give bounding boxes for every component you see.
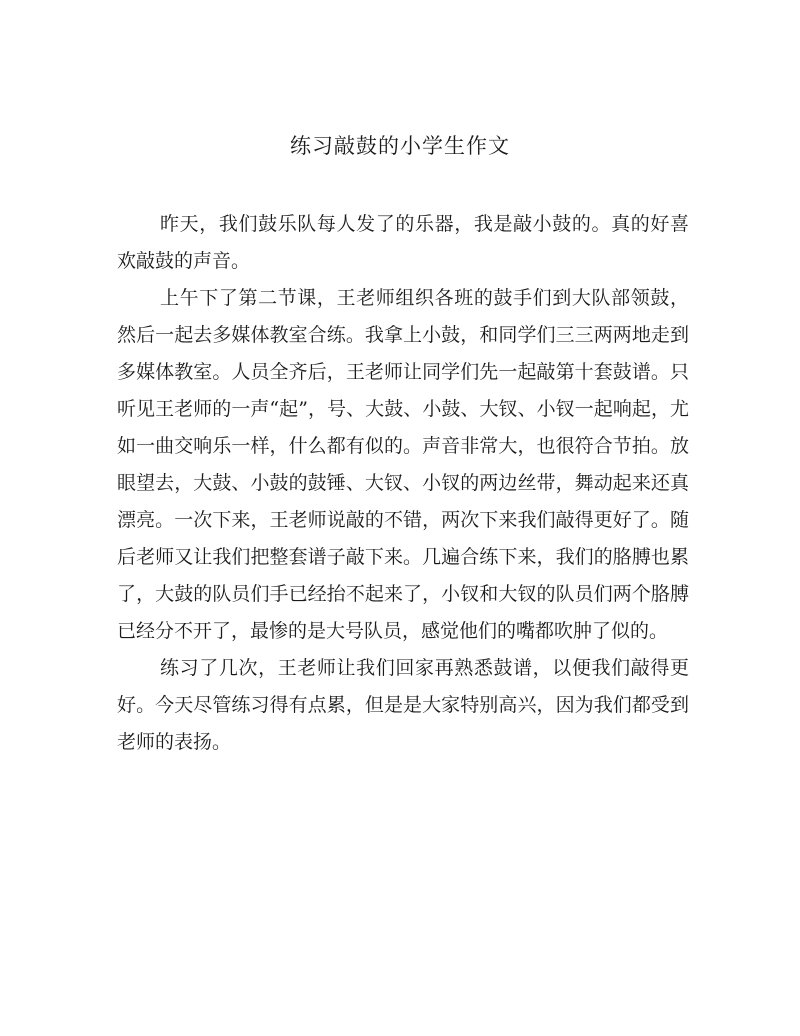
paragraph-1: 昨天，我们鼓乐队每人发了的乐器，我是敲小鼓的。真的好喜欢敲鼓的声音。 — [117, 213, 689, 272]
paragraph-2: 上午下了第二节课，王老师组织各班的鼓手们到大队部领鼓，然后一起去多媒体教室合练。我拿上小鼓，和同学们三三两两地走到多媒体教室。人员全齐后，王老师让同学们先一起敲第十套鼓谱。只听见王老师的一声“起”，号、大鼓、小鼓、大钗、小钗一起响起，尤如一曲交响乐一样，什么都有似的。声音非常大，也很符合节拍。放眼望去，大鼓、小鼓的鼓锤、大钗、小钗的两边丝带，舞动起来还真漂亮。一次下来，王老师说敲的不错，两次下来我们敲得更好了。随后老师又让我们把整套谱子敲下来。几遍合练下来，我们的胳膊也累了，大鼓的队员们手已经抬不起来了，小钗和大钗的队员们两个胳膊已经分不开了，最惨的是大号队员，感觉他们的嘴都吹肿了似的。 — [117, 287, 689, 642]
paragraph-3: 练习了几次，王老师让我们回家再熟悉鼓谱，以便我们敲得更好。今天尽管练习得有点累，但是是大家特别高兴，因为我们都受到老师的表扬。 — [117, 657, 689, 753]
document-title: 练习敲鼓的小学生作文 — [290, 134, 510, 158]
document-body — [117, 206, 689, 761]
